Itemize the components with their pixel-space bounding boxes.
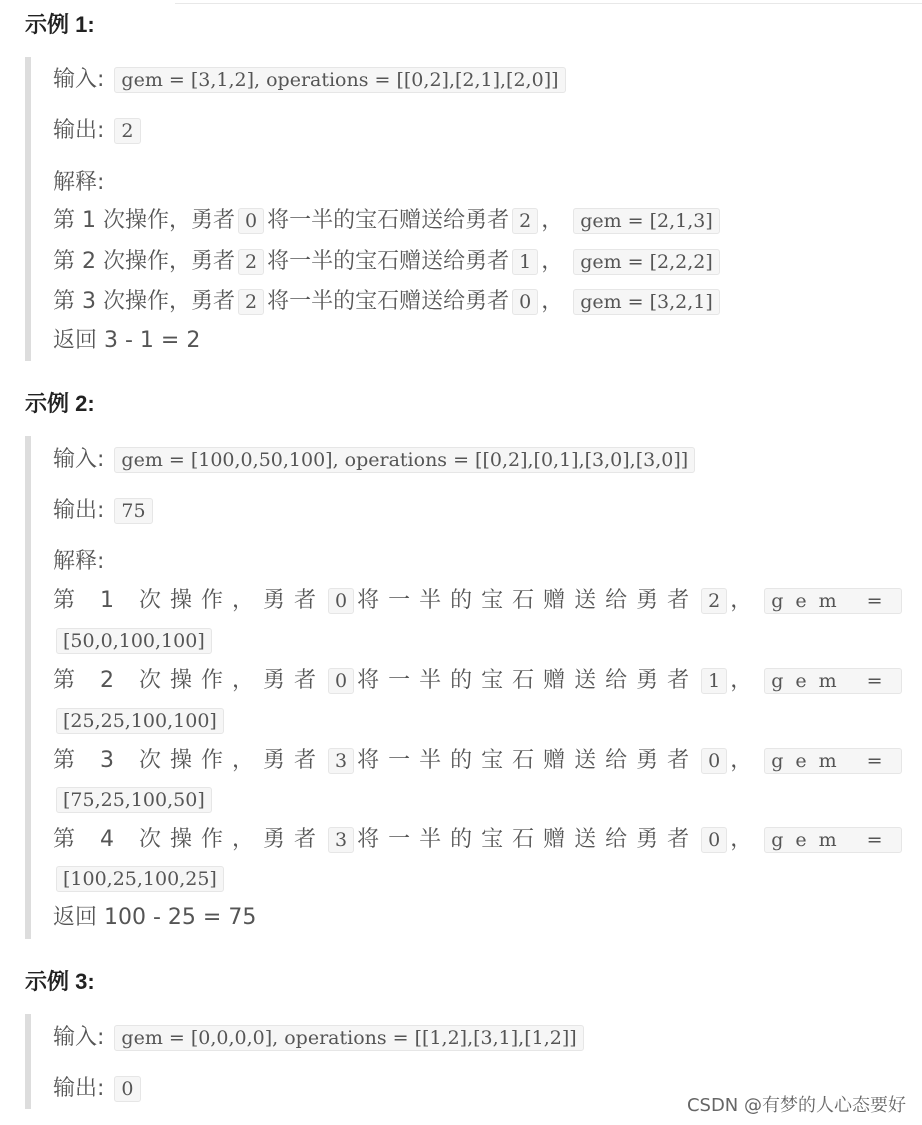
output-code: 75: [114, 498, 152, 524]
example-1-input: 输入: gem = [3,1,2], operations = [[0,2],[2,1],[2,0]]: [53, 63, 569, 97]
example-2-heading: 示例 2:: [25, 391, 95, 416]
example-1-output: 输出: 2: [53, 114, 144, 148]
example-3-heading: 示例 3:: [25, 969, 95, 994]
example-1-step-2: 第 2 次操作，勇者 2 将一半的宝石赠送给勇者 1 ， gem = [2,2,2]: [53, 245, 723, 279]
top-divider: [175, 0, 922, 4]
example-2-input: 输入: gem = [100,0,50,100], operations = [[0,2],[0,1],[3,0],[3,0]]: [53, 443, 698, 477]
example-2-step-2: 第 2 次操作，勇者 0 将一半的宝石赠送给勇者 1 ， gem =: [53, 664, 905, 698]
example-1-explain-label: 解释:: [53, 170, 105, 195]
example-1-step-1: 第 1 次操作，勇者 0 将一半的宝石赠送给勇者 2 ， gem = [2,1,3]: [53, 204, 723, 238]
input-code: gem = [100,0,50,100], operations = [[0,2],[0,1],[3,0],[3,0]]: [114, 447, 695, 473]
example-2-step-3: 第 3 次操作，勇者 3 将一半的宝石赠送给勇者 0 ， gem =: [53, 744, 905, 778]
example-2-step-4-gem: [100,25,100,25]: [53, 862, 227, 896]
output-code: 0: [114, 1076, 140, 1102]
example-2-output: 输出: 75: [53, 494, 156, 528]
example-3-output: 输出: 0: [53, 1072, 144, 1106]
example-2-step-3-gem: [75,25,100,50]: [53, 783, 215, 817]
output-code: 2: [114, 118, 140, 144]
example-1-result: 返回 3 - 1 = 2: [53, 328, 201, 353]
example-2-result: 返回 100 - 25 = 75: [53, 905, 257, 930]
example-2-step-1-gem: [50,0,100,100]: [53, 624, 215, 658]
example-2-explain-label: 解释:: [53, 549, 105, 574]
example-2-step-1: 第 1 次操作，勇者 0 将一半的宝石赠送给勇者 2 ， gem =: [53, 584, 905, 618]
example-3-input: 输入: gem = [0,0,0,0], operations = [[1,2],[3,1],[1,2]]: [53, 1021, 587, 1055]
example-1-step-3: 第 3 次操作，勇者 2 将一半的宝石赠送给勇者 0 ， gem = [3,2,1]: [53, 285, 723, 319]
example-2-step-2-gem: [25,25,100,100]: [53, 704, 227, 738]
input-code: gem = [0,0,0,0], operations = [[1,2],[3,1],[1,2]]: [114, 1025, 583, 1051]
example-2-step-4: 第 4 次操作，勇者 3 将一半的宝石赠送给勇者 0 ， gem =: [53, 823, 905, 857]
input-code: gem = [3,1,2], operations = [[0,2],[2,1],[2,0]]: [114, 67, 565, 93]
example-1-heading: 示例 1:: [25, 12, 95, 37]
csdn-watermark: CSDN @有梦的人心态要好: [686, 1095, 906, 1116]
